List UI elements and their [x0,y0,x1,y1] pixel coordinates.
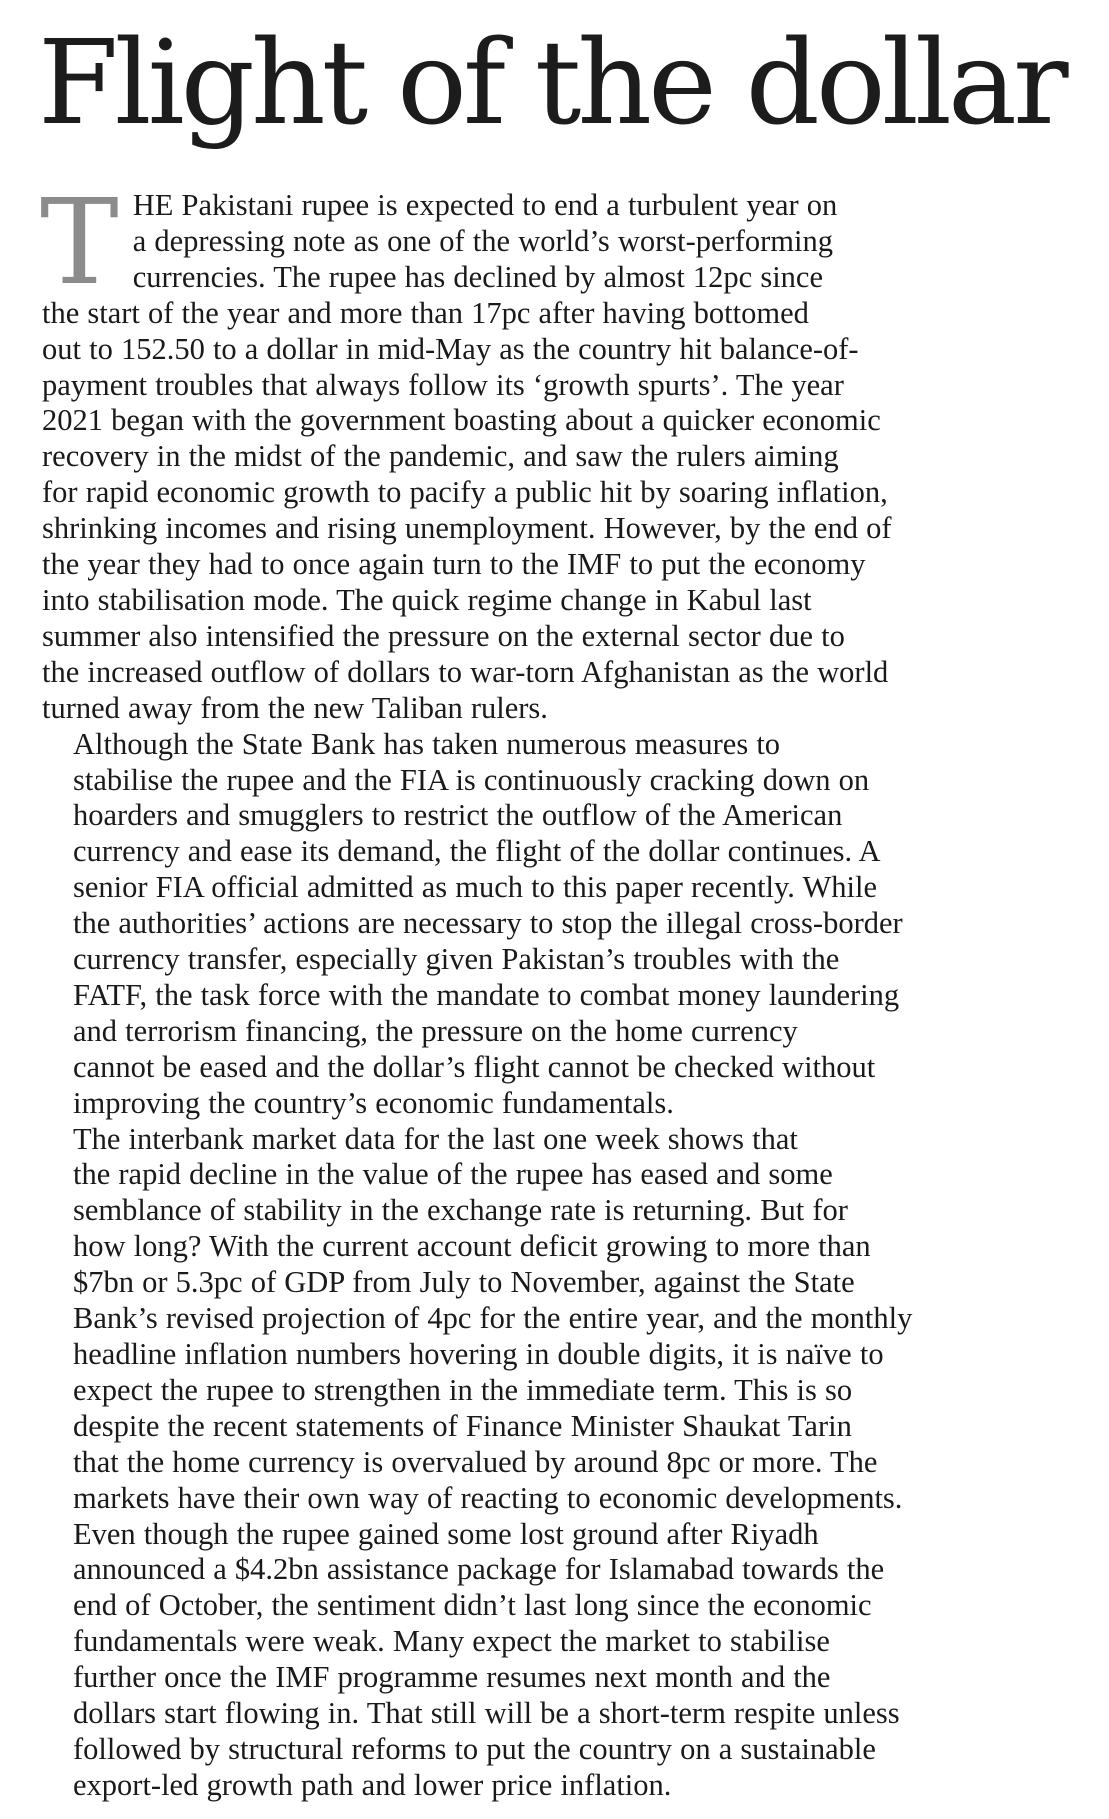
text-line: further once the IMF programme resumes next month and the [73,1660,831,1695]
text-line: export-led growth path and lower price inflation. [73,1767,672,1802]
text-line: currency and ease its demand, the flight of the dollar continues. A [73,834,881,869]
text-line: the start of the year and more than 17pc after having bottomed [42,295,809,330]
text-line: the authorities’ actions are necessary to stop the illegal cross-border [73,906,903,941]
text-line: currency transfer, especially given Pakistan’s troubles with the [73,942,840,977]
text-line: and terrorism financing, the pressure on the home currency [73,1013,798,1048]
text-line: $7bn or 5.3pc of GDP from July to November, against the State [73,1265,855,1300]
article-body [40,173,1072,1804]
text-line: FATF, the task force with the mandate to combat money laundering [73,977,900,1012]
text-line: payment troubles that always follow its ‘growth spurts’. The year [42,367,844,402]
text-line: recovery in the midst of the pandemic, and saw the rulers aiming [42,439,839,474]
text-line: expect the rupee to strengthen in the immediate term. This is so [73,1372,853,1407]
text-line: how long? With the current account deficit growing to more than [73,1229,871,1264]
text-line: 2021 began with the government boasting about a quicker economic [42,403,881,438]
text-line: the increased outflow of dollars to war-torn Afghanistan as the world [42,654,889,689]
text-line: The interbank market data for the last one week shows that [73,1121,798,1156]
text-line: senior FIA official admitted as much to this paper recently. While [73,870,878,905]
text-line: Although the State Bank has taken numerous measures to [73,726,781,761]
text-line: stabilise the rupee and the FIA is continuously cracking down on [73,762,870,797]
paragraph-3 [42,1122,1072,1804]
text-line: the rapid decline in the value of the rupee has eased and some [73,1157,833,1192]
article [38,16,1072,1804]
text-line: the year they had to once again turn to the IMF to put the economy [42,547,866,582]
text-line: improving the country’s economic fundamentals. [73,1085,674,1120]
text-line: into stabilisation mode. The quick regime change in Kabul last [42,582,812,617]
text-line: fundamentals were weak. Many expect the market to stabilise [73,1624,830,1659]
text-line: cannot be eased and the dollar’s flight cannot be checked without [73,1049,876,1084]
headline: Flight of the dollar [38,16,1065,151]
text-line: HE Pakistani rupee is expected to end a turbulent year on [132,188,838,222]
text-line: dollars start flowing in. That still will be a short-term respite unless [73,1696,900,1731]
text-line: despite the recent statements of Finance Minister Shaukat Tarin [73,1408,852,1443]
text-line: a depressing note as one of the world’s worst-performing [132,223,833,258]
text-line: for rapid economic growth to pacify a public hit by soaring inflation, [42,475,888,510]
text-line: followed by structural reforms to put the country on a sustainable [73,1731,876,1766]
text-line: headline inflation numbers hovering in double digits, it is naïve to [73,1337,884,1371]
text-line: semblance of stability in the exchange rate is returning. But for [73,1193,848,1228]
text-line: markets have their own way of reacting to economic developments. [73,1480,903,1515]
text-line: turned away from the new Taliban rulers. [42,690,548,725]
paragraph-2 [42,727,1072,1122]
text-line: announced a $4.2bn assistance package for Islamabad towards the [73,1552,885,1587]
text-line: currencies. The rupee has declined by almost 12pc since [132,259,823,294]
text-line: hoarders and smugglers to restrict the outflow of the American [73,798,843,833]
text-line: Even though the rupee gained some lost ground after Riyadh [73,1516,819,1551]
text-line: end of October, the sentiment didn’t last long since the economic [73,1588,872,1623]
text-line: that the home currency is overvalued by around 8pc or more. The [73,1444,878,1479]
paragraph-1 [40,173,1072,727]
text-line: Bank’s revised projection of 4pc for the entire year, and the monthly [73,1301,913,1336]
text-line: out to 152.50 to a dollar in mid-May as the country hit balance-of- [42,331,859,366]
text-line: summer also intensified the pressure on the external sector due to [42,618,845,653]
drop-cap: T [40,173,119,311]
text-line: shrinking incomes and rising unemployment. However, by the end of [42,511,892,546]
